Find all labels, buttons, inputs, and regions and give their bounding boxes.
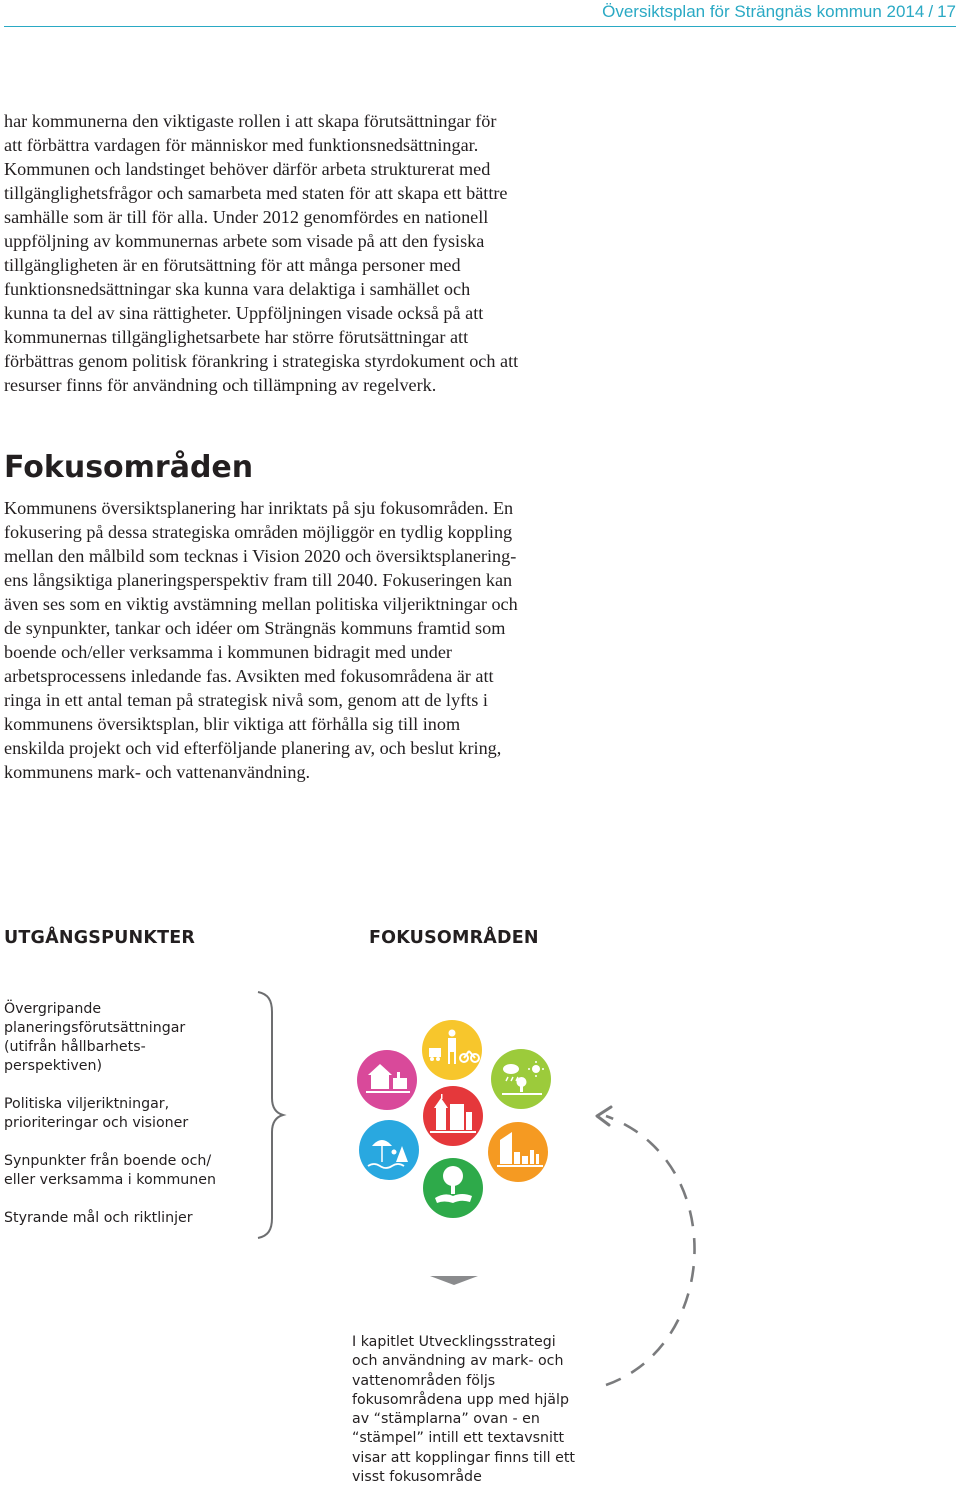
text-line: har kommunerna den viktigaste rollen i att skapa förutsättningar för: [4, 111, 497, 131]
item-line: prioriteringar och visioner: [4, 1115, 189, 1131]
text-line: kommunens översiktsplan, blir viktiga att förhålla sig till inom: [4, 714, 461, 734]
text-line: ens långsiktiga planeringsperspektiv fram till 2040. Fokuseringen kan: [4, 570, 513, 590]
utgangspunkter-heading: UTGÅNGSPUNKTER: [4, 928, 196, 948]
item-line: Synpunkter från boende och/: [4, 1153, 212, 1169]
item-line: Övergripande: [4, 1001, 102, 1017]
fokusomraden-heading: FOKUSOMRÅDEN: [369, 928, 539, 948]
item-line: Styrande mål och riktlinjer: [4, 1210, 193, 1226]
text-line: kommunernas tillgänglighetsarbete har större förutsättningar att: [4, 327, 469, 347]
note-line: och användning av mark- och: [352, 1353, 564, 1370]
text-line: även ses som en viktig avstämning mellan politiska viljeriktningar och: [4, 594, 518, 614]
text-line: mellan den målbild som tecknas i Vision 2020 och översiktsplanering-: [4, 546, 517, 566]
page-number: 17: [937, 2, 956, 21]
curly-brace-icon: [258, 992, 283, 1238]
text-line: samhälle som är till för alla. Under 2012 genomfördes en nationell: [4, 207, 489, 227]
text-line: ringa in ett antal teman på strategisk nivå som, genom att de lyfts i: [4, 690, 488, 710]
mobility-circle: [422, 1020, 482, 1080]
item-line: perspektiven): [4, 1058, 103, 1074]
item-line: eller verksamma i kommunen: [4, 1172, 216, 1188]
stamp-explanation-note: [352, 1333, 575, 1487]
item-line: planeringsförutsättningar: [4, 1020, 186, 1036]
text-line: fokusering på dessa strategiska områden möjliggör en tydlig koppling: [4, 522, 513, 542]
note-line: visst fokusområde: [352, 1469, 482, 1486]
header-separator: /: [928, 2, 934, 21]
text-line: arbetsprocessens inledande fas. Avsikten med fokusområdena är att: [4, 666, 494, 686]
item-line: Politiska viljeriktningar,: [4, 1096, 170, 1112]
text-line: tillgänglighetsfrågor och samarbeta med staten för att skapa ett bättre: [4, 183, 508, 203]
business-circle: [488, 1122, 548, 1182]
dashed-return-arrow: [606, 1116, 695, 1385]
text-line: kommunens mark- och vattenanvändning.: [4, 762, 311, 782]
note-line: “stämpel” intill ett textavsnitt: [352, 1430, 565, 1447]
text-line: uppföljning av kommunernas arbete som visade på att den fysiska: [4, 231, 485, 251]
item-line: (utifrån hållbarhets-: [4, 1039, 146, 1055]
note-line: I kapitlet Utvecklingsstrategi: [352, 1334, 556, 1350]
recreation-circle: [359, 1120, 419, 1180]
document-title: Översiktsplan för Strängnäs kommun 2014: [602, 2, 925, 21]
text-line: kunna ta del av sina rättigheter. Uppföljningen visade också på att: [4, 303, 484, 323]
housing-circle: [357, 1050, 417, 1110]
text-line: resurser finns för användning och tillämpning av regelverk.: [4, 375, 437, 395]
text-line: Kommunens översiktsplanering har inriktats på sju fokusområden. En: [4, 498, 514, 518]
climate-circle: [491, 1049, 551, 1109]
down-arrow-icon: [430, 1276, 478, 1285]
text-line: förbättras genom politisk förankring i strategiska styrdokument och att: [4, 351, 519, 371]
section-heading: Fokusområden: [4, 450, 254, 485]
nature-circle: [423, 1158, 483, 1218]
text-line: Kommunen och landstinget behöver därför arbeta strukturerat med: [4, 159, 491, 179]
note-line: vattenområden följs: [352, 1372, 496, 1389]
text-line: att förbättra vardagen för människor med funktionsnedsättningar.: [4, 135, 479, 155]
note-line: av “stämplarna” ovan - en: [352, 1411, 540, 1428]
text-line: enskilda projekt och vid efterföljande planering av, och beslut kring,: [4, 738, 502, 758]
text-line: tillgängligheten är en förutsättning för att många personer med: [4, 255, 461, 275]
text-line: de synpunkter, tankar och idéer om Strängnäs kommuns framtid som: [4, 618, 506, 638]
note-line: visar att kopplingar finns till ett: [352, 1449, 575, 1466]
city-circle: [423, 1086, 483, 1146]
recreation-circle-bg: [359, 1120, 419, 1180]
text-line: funktionsnedsättningar ska kunna vara delaktiga i samhället och: [4, 279, 471, 299]
text-line: boende och/eller verksamma i kommunen bidragit med under: [4, 642, 452, 662]
note-line: fokusområdena upp med hjälp: [352, 1391, 569, 1408]
